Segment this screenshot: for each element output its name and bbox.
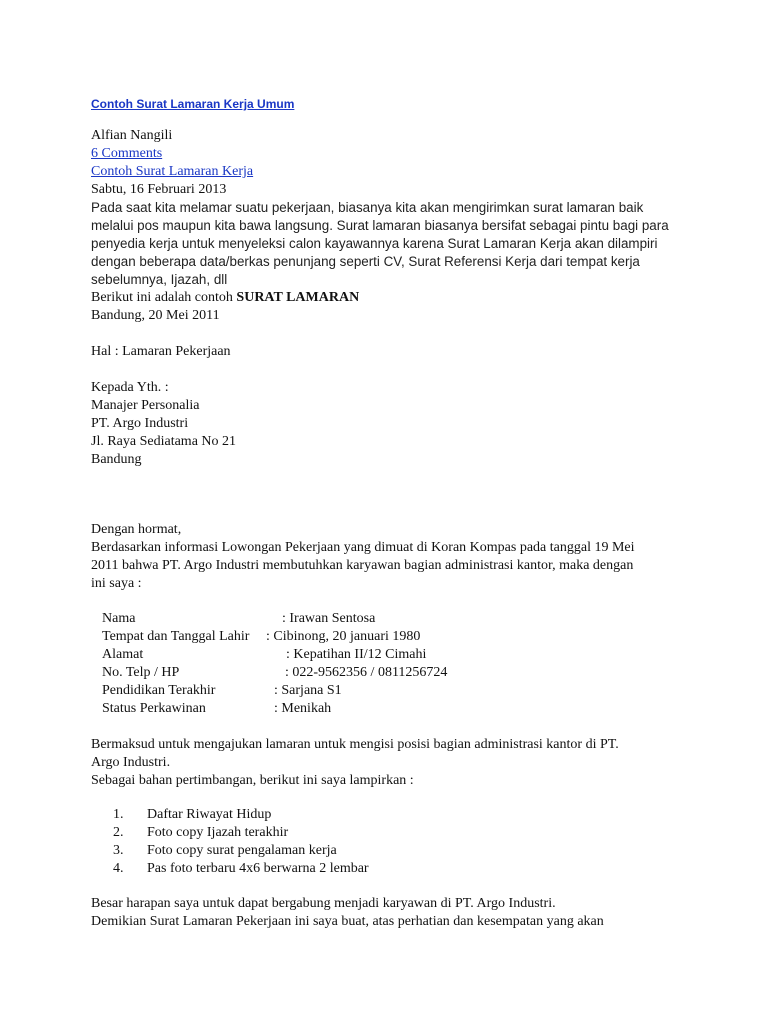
- attachment-item: Daftar Riwayat Hidup: [147, 807, 272, 822]
- attachment-number: 4.: [113, 861, 124, 876]
- closing-line: Besar harapan saya untuk dapat bergabung menjadi karyawan di PT. Argo Industri.: [91, 896, 556, 911]
- title-link-line: [91, 95, 294, 114]
- recipient-line: Manajer Personalia: [91, 398, 200, 413]
- author-name: Alfian Nangili: [91, 128, 173, 143]
- article-title-link[interactable]: Contoh Surat Lamaran Kerja Umum: [91, 97, 295, 111]
- attachment-item: Foto copy surat pengalaman kerja: [147, 843, 337, 858]
- intro-line: Pada saat kita melamar suatu pekerjaan, biasanya kita akan mengirimkan surat lamaran baik: [91, 200, 644, 215]
- personal-value-name: : Irawan Sentosa: [282, 611, 376, 626]
- example-prefix: Berikut ini adalah contoh: [91, 290, 237, 305]
- attachment-item: Pas foto terbaru 4x6 berwarna 2 lembar: [147, 861, 369, 876]
- personal-value-marital: : Menikah: [274, 701, 332, 716]
- intro-line: melalui pos maupun kita bawa langsung. Surat lamaran biasanya bersifat sebagai pintu bagi para: [91, 218, 669, 233]
- comments-link[interactable]: 6 Comments: [91, 146, 163, 161]
- example-heading: [91, 289, 359, 307]
- attachment-item: Foto copy Ijazah terakhir: [147, 825, 289, 840]
- personal-value-phone: : 022-9562356 / 0811256724: [285, 665, 448, 680]
- personal-value-address: : Kepatihan II/12 Cimahi: [286, 647, 427, 662]
- personal-label-birth: Tempat dan Tanggal Lahir: [102, 629, 250, 644]
- attachment-number: 3.: [113, 843, 124, 858]
- purpose-line: Bermaksud untuk mengajukan lamaran untuk mengisi posisi bagian administrasi kantor di PT.: [91, 737, 619, 752]
- closing-line: Demikian Surat Lamaran Pekerjaan ini saya buat, atas perhatian dan kesempatan yang akan: [91, 914, 604, 929]
- letter-place-date: Bandung, 20 Mei 2011: [91, 308, 220, 323]
- intro-line: dengan beberapa data/berkas penunjang seperti CV, Surat Referensi Kerja dari tempat kerja: [91, 254, 640, 269]
- personal-value-education: : Sarjana S1: [274, 683, 342, 698]
- post-date: Sabtu, 16 Februari 2013: [91, 182, 227, 197]
- recipient-line: Bandung: [91, 452, 142, 467]
- comments-link-line: [91, 145, 162, 163]
- category-link[interactable]: Contoh Surat Lamaran Kerja: [91, 164, 254, 179]
- personal-label-education: Pendidikan Terakhir: [102, 683, 216, 698]
- personal-label-address: Alamat: [102, 647, 144, 662]
- recipient-line: Kepada Yth. :: [91, 380, 169, 395]
- letter-subject: Hal : Lamaran Pekerjaan: [91, 344, 231, 359]
- purpose-line: Sebagai bahan pertimbangan, berikut ini saya lampirkan :: [91, 773, 414, 788]
- attachment-number: 2.: [113, 825, 124, 840]
- personal-label-phone: No. Telp / HP: [102, 665, 180, 680]
- personal-label-name: Nama: [102, 611, 136, 626]
- example-bold: SURAT LAMARAN: [236, 290, 360, 305]
- category-link-line: [91, 163, 253, 181]
- purpose-line: Argo Industri.: [91, 755, 171, 770]
- recipient-line: PT. Argo Industri: [91, 416, 189, 431]
- attachment-number: 1.: [113, 807, 124, 822]
- intro-line: sebelumnya, Ijazah, dll: [91, 272, 228, 287]
- personal-label-marital: Status Perkawinan: [102, 701, 206, 716]
- body-line: ini saya :: [91, 576, 142, 591]
- body-line: Berdasarkan informasi Lowongan Pekerjaan yang dimuat di Koran Kompas pada tanggal 19 Mei: [91, 540, 635, 555]
- intro-line: penyedia kerja untuk menyeleksi calon kayawannya karena Surat Lamaran Kerja akan dilampiri: [91, 236, 658, 251]
- body-line: 2011 bahwa PT. Argo Industri membutuhkan karyawan bagian administrasi kantor, maka dengan: [91, 558, 634, 573]
- greeting: Dengan hormat,: [91, 522, 182, 537]
- recipient-line: Jl. Raya Sediatama No 21: [91, 434, 237, 449]
- personal-value-birth: : Cibinong, 20 januari 1980: [266, 629, 421, 644]
